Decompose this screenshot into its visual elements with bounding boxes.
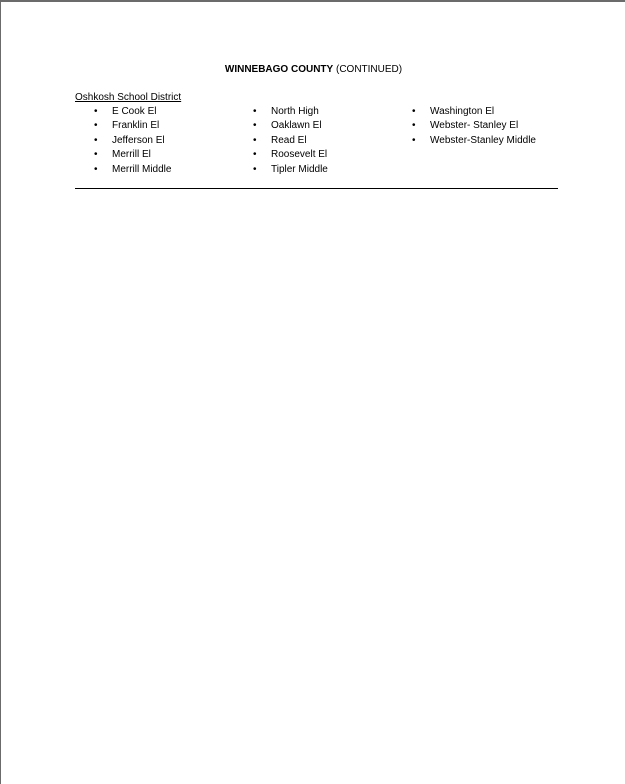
school-name: Jefferson El	[112, 134, 165, 146]
list-item	[253, 148, 328, 162]
list-item	[253, 105, 328, 119]
bullet-icon: •	[253, 163, 257, 175]
school-name: Merrill Middle	[112, 163, 172, 175]
bullet-icon: •	[94, 106, 98, 117]
bullet-icon: •	[412, 106, 416, 117]
school-list-column-3	[412, 105, 536, 148]
school-name: Merrill El	[112, 149, 151, 161]
bullet-icon: •	[94, 134, 98, 146]
school-name: Washington El	[430, 106, 495, 117]
list-item	[94, 119, 171, 133]
bullet-icon: •	[94, 120, 98, 132]
list-item	[94, 163, 171, 177]
bullet-icon: •	[94, 149, 98, 161]
school-name: Webster- Stanley El	[430, 120, 519, 132]
county-name: WINNEBAGO COUNTY	[224, 64, 334, 75]
list-item	[412, 119, 536, 133]
list-item	[253, 134, 328, 148]
school-name: Roosevelt El	[271, 149, 328, 161]
bullet-icon: •	[412, 134, 416, 146]
list-item	[253, 163, 328, 177]
bullet-icon: •	[253, 134, 257, 146]
list-item	[94, 148, 171, 162]
bullet-icon: •	[253, 149, 257, 161]
school-name: Read El	[271, 134, 307, 146]
school-name: Oaklawn El	[271, 120, 322, 132]
bullet-icon: •	[253, 120, 257, 132]
school-name: Webster-Stanley Middle	[430, 134, 536, 146]
school-list-column-1	[94, 105, 171, 177]
school-name: Tipler Middle	[271, 163, 328, 175]
bullet-icon: •	[94, 163, 98, 175]
school-name: E Cook El	[112, 106, 157, 117]
section-divider	[75, 188, 558, 189]
district-name: Oshkosh School District	[75, 92, 182, 103]
list-item	[94, 134, 171, 148]
list-item	[94, 105, 171, 119]
bullet-icon: •	[412, 120, 416, 132]
list-item	[253, 119, 328, 133]
school-name: Franklin El	[112, 120, 160, 132]
school-name: North High	[271, 106, 319, 117]
bullet-icon: •	[253, 106, 257, 117]
continued-label: (CONTINUED)	[333, 64, 403, 75]
list-item	[412, 134, 536, 148]
page-title	[1, 63, 625, 77]
list-item	[412, 105, 536, 119]
school-list-column-2	[253, 105, 328, 177]
